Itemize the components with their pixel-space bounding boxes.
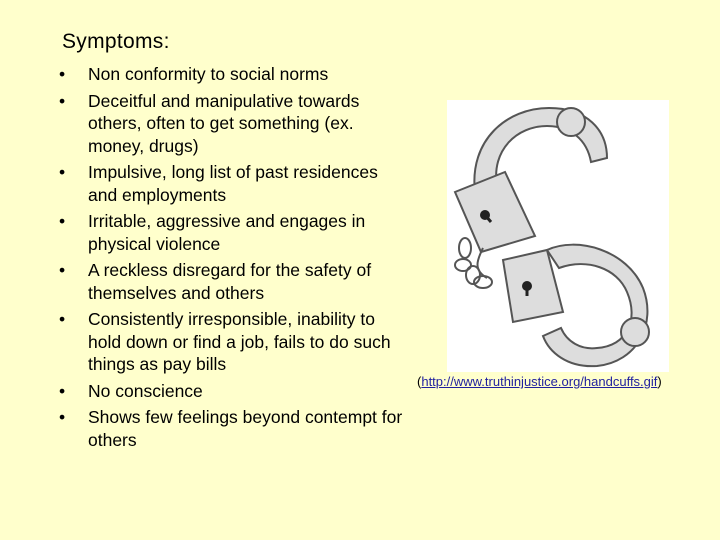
list-item: • A reckless disregard for the safety of themselves and others [58, 259, 408, 304]
slide-title: Symptoms: [62, 30, 170, 53]
image-source-caption [417, 374, 662, 389]
list-item: • Non conformity to social norms [58, 63, 408, 86]
list-item: • Shows few feelings beyond contempt for others [58, 406, 408, 451]
list-item: • Deceitful and manipulative towards others, often to get something (ex. money, drugs) [58, 90, 408, 158]
list-item: • No conscience [58, 380, 408, 403]
list-item: • Impulsive, long list of past residences and employments [58, 161, 408, 206]
caption-close-paren: ) [657, 374, 662, 389]
handcuffs-image [447, 100, 669, 372]
caption-open-paren: ( [417, 374, 422, 389]
symptom-list [58, 63, 408, 455]
handcuffs-icon [447, 100, 669, 372]
image-source-link[interactable]: http://www.truthinjustice.org/handcuffs.gif [421, 374, 658, 389]
list-item: • Consistently irresponsible, inability to hold down or find a job, fails to do such things as pay bills [58, 308, 408, 376]
list-item: • Irritable, aggressive and engages in physical violence [58, 210, 408, 255]
